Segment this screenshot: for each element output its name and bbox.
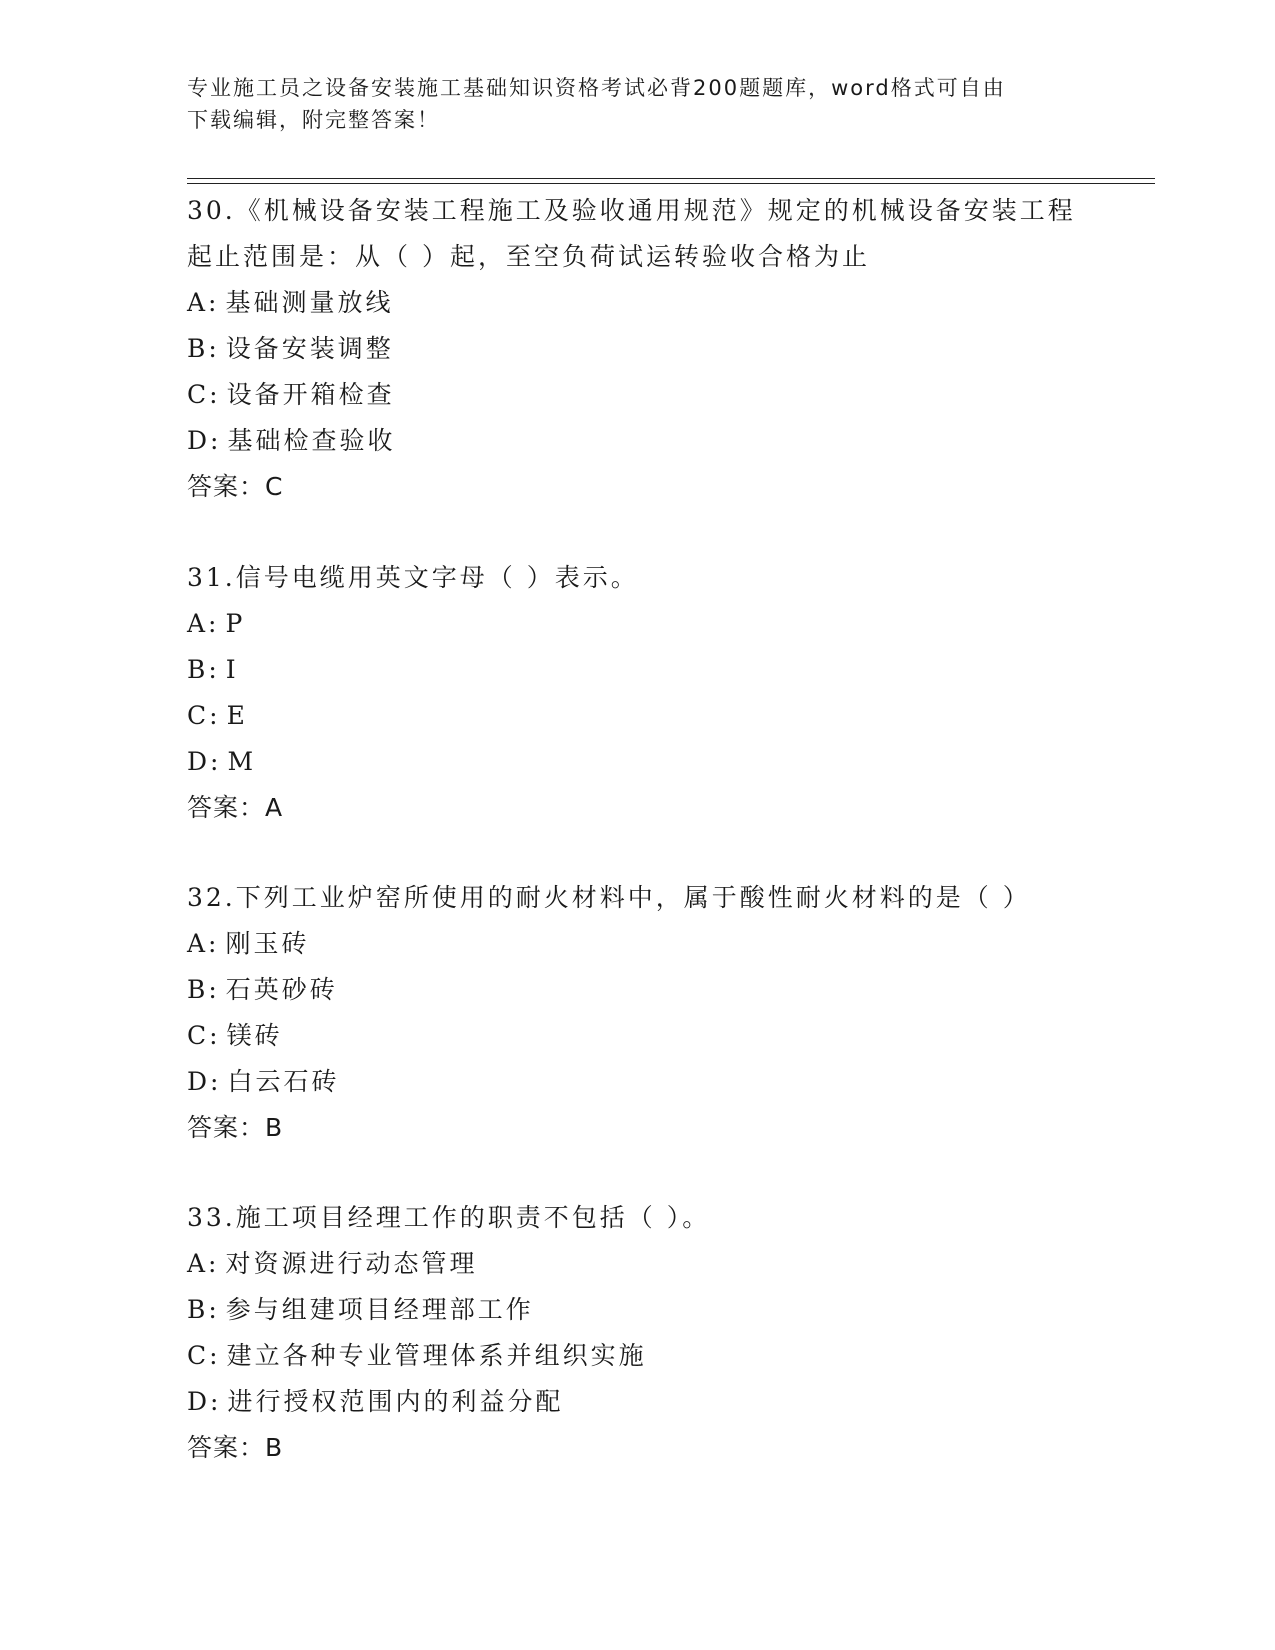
question-number: 31. — [187, 563, 236, 592]
question-text — [187, 555, 1087, 601]
question-number: 32. — [187, 883, 236, 912]
option-c — [187, 1013, 1087, 1059]
option-d — [187, 418, 1087, 464]
option-c — [187, 372, 1087, 418]
option-label: B: — [187, 655, 220, 684]
question-stem: 信号电缆用英文字母（ ）表示。 — [235, 563, 639, 592]
option-label: A: — [187, 929, 220, 958]
option-text: 基础测量放线 — [225, 288, 394, 317]
option-label: D: — [187, 1067, 222, 1096]
option-text: 白云石砖 — [227, 1067, 340, 1096]
option-label: C: — [187, 1341, 221, 1370]
option-text: 基础检查验收 — [227, 426, 396, 455]
header-line-2: 下载编辑，附完整答案！ — [187, 108, 440, 132]
question-33 — [187, 1195, 1087, 1471]
option-b — [187, 1287, 1087, 1333]
option-label: A: — [187, 288, 220, 317]
option-text: 设备安装调整 — [225, 334, 394, 363]
answer: 答案：A — [187, 793, 284, 822]
question-stem: 《机械设备安装工程施工及验收通用规范》规定的机械设备安装工程起止范围是：从（ ）起，至空负荷试运转验收合格为止 — [187, 196, 1076, 271]
document-header — [187, 72, 1087, 136]
question-31 — [187, 555, 1087, 831]
question-30 — [187, 188, 1087, 510]
option-a — [187, 280, 1087, 326]
option-label: D: — [187, 1387, 222, 1416]
option-label: D: — [187, 747, 222, 776]
option-label: D: — [187, 426, 222, 455]
option-text: P — [225, 609, 246, 638]
header-line-1: 专业施工员之设备安装施工基础知识资格考试必背200题题库，word格式可自由 — [187, 76, 1006, 100]
option-text: 进行授权范围内的利益分配 — [227, 1387, 564, 1416]
question-text — [187, 875, 1087, 921]
option-text: E — [226, 701, 248, 730]
option-c — [187, 1333, 1087, 1379]
option-label: A: — [187, 609, 220, 638]
option-text: 设备开箱检查 — [226, 380, 395, 409]
option-a — [187, 921, 1087, 967]
option-text: 对资源进行动态管理 — [225, 1249, 478, 1278]
option-text: I — [225, 655, 239, 684]
option-text: 参与组建项目经理部工作 — [225, 1295, 534, 1324]
option-label: C: — [187, 1021, 221, 1050]
option-text: 刚玉砖 — [225, 929, 310, 958]
option-label: B: — [187, 975, 220, 1004]
option-label: C: — [187, 380, 221, 409]
question-number: 30. — [187, 196, 236, 225]
option-d — [187, 1059, 1087, 1105]
question-32 — [187, 875, 1087, 1151]
question-stem: 下列工业炉窑所使用的耐火材料中，属于酸性耐火材料的是（ ） — [235, 883, 1031, 912]
answer: 答案：B — [187, 1113, 284, 1142]
option-text: 石英砂砖 — [225, 975, 338, 1004]
option-label: A: — [187, 1249, 220, 1278]
option-label: C: — [187, 701, 221, 730]
option-text: M — [227, 747, 257, 776]
option-d — [187, 739, 1087, 785]
option-a — [187, 1241, 1087, 1287]
answer: 答案：C — [187, 472, 284, 501]
question-stem: 施工项目经理工作的职责不包括（ ）。 — [235, 1203, 711, 1232]
option-label: B: — [187, 334, 220, 363]
option-b — [187, 647, 1087, 693]
question-number: 33. — [187, 1203, 236, 1232]
option-d — [187, 1379, 1087, 1425]
option-text: 建立各种专业管理体系并组织实施 — [226, 1341, 647, 1370]
question-text — [187, 188, 1087, 280]
header-divider-top — [187, 178, 1155, 179]
option-c — [187, 693, 1087, 739]
header-divider-bottom — [187, 183, 1155, 184]
option-label: B: — [187, 1295, 220, 1324]
question-text — [187, 1195, 1087, 1241]
option-text: 镁砖 — [226, 1021, 283, 1050]
option-b — [187, 967, 1087, 1013]
answer: 答案：B — [187, 1433, 284, 1462]
option-b — [187, 326, 1087, 372]
option-a — [187, 601, 1087, 647]
